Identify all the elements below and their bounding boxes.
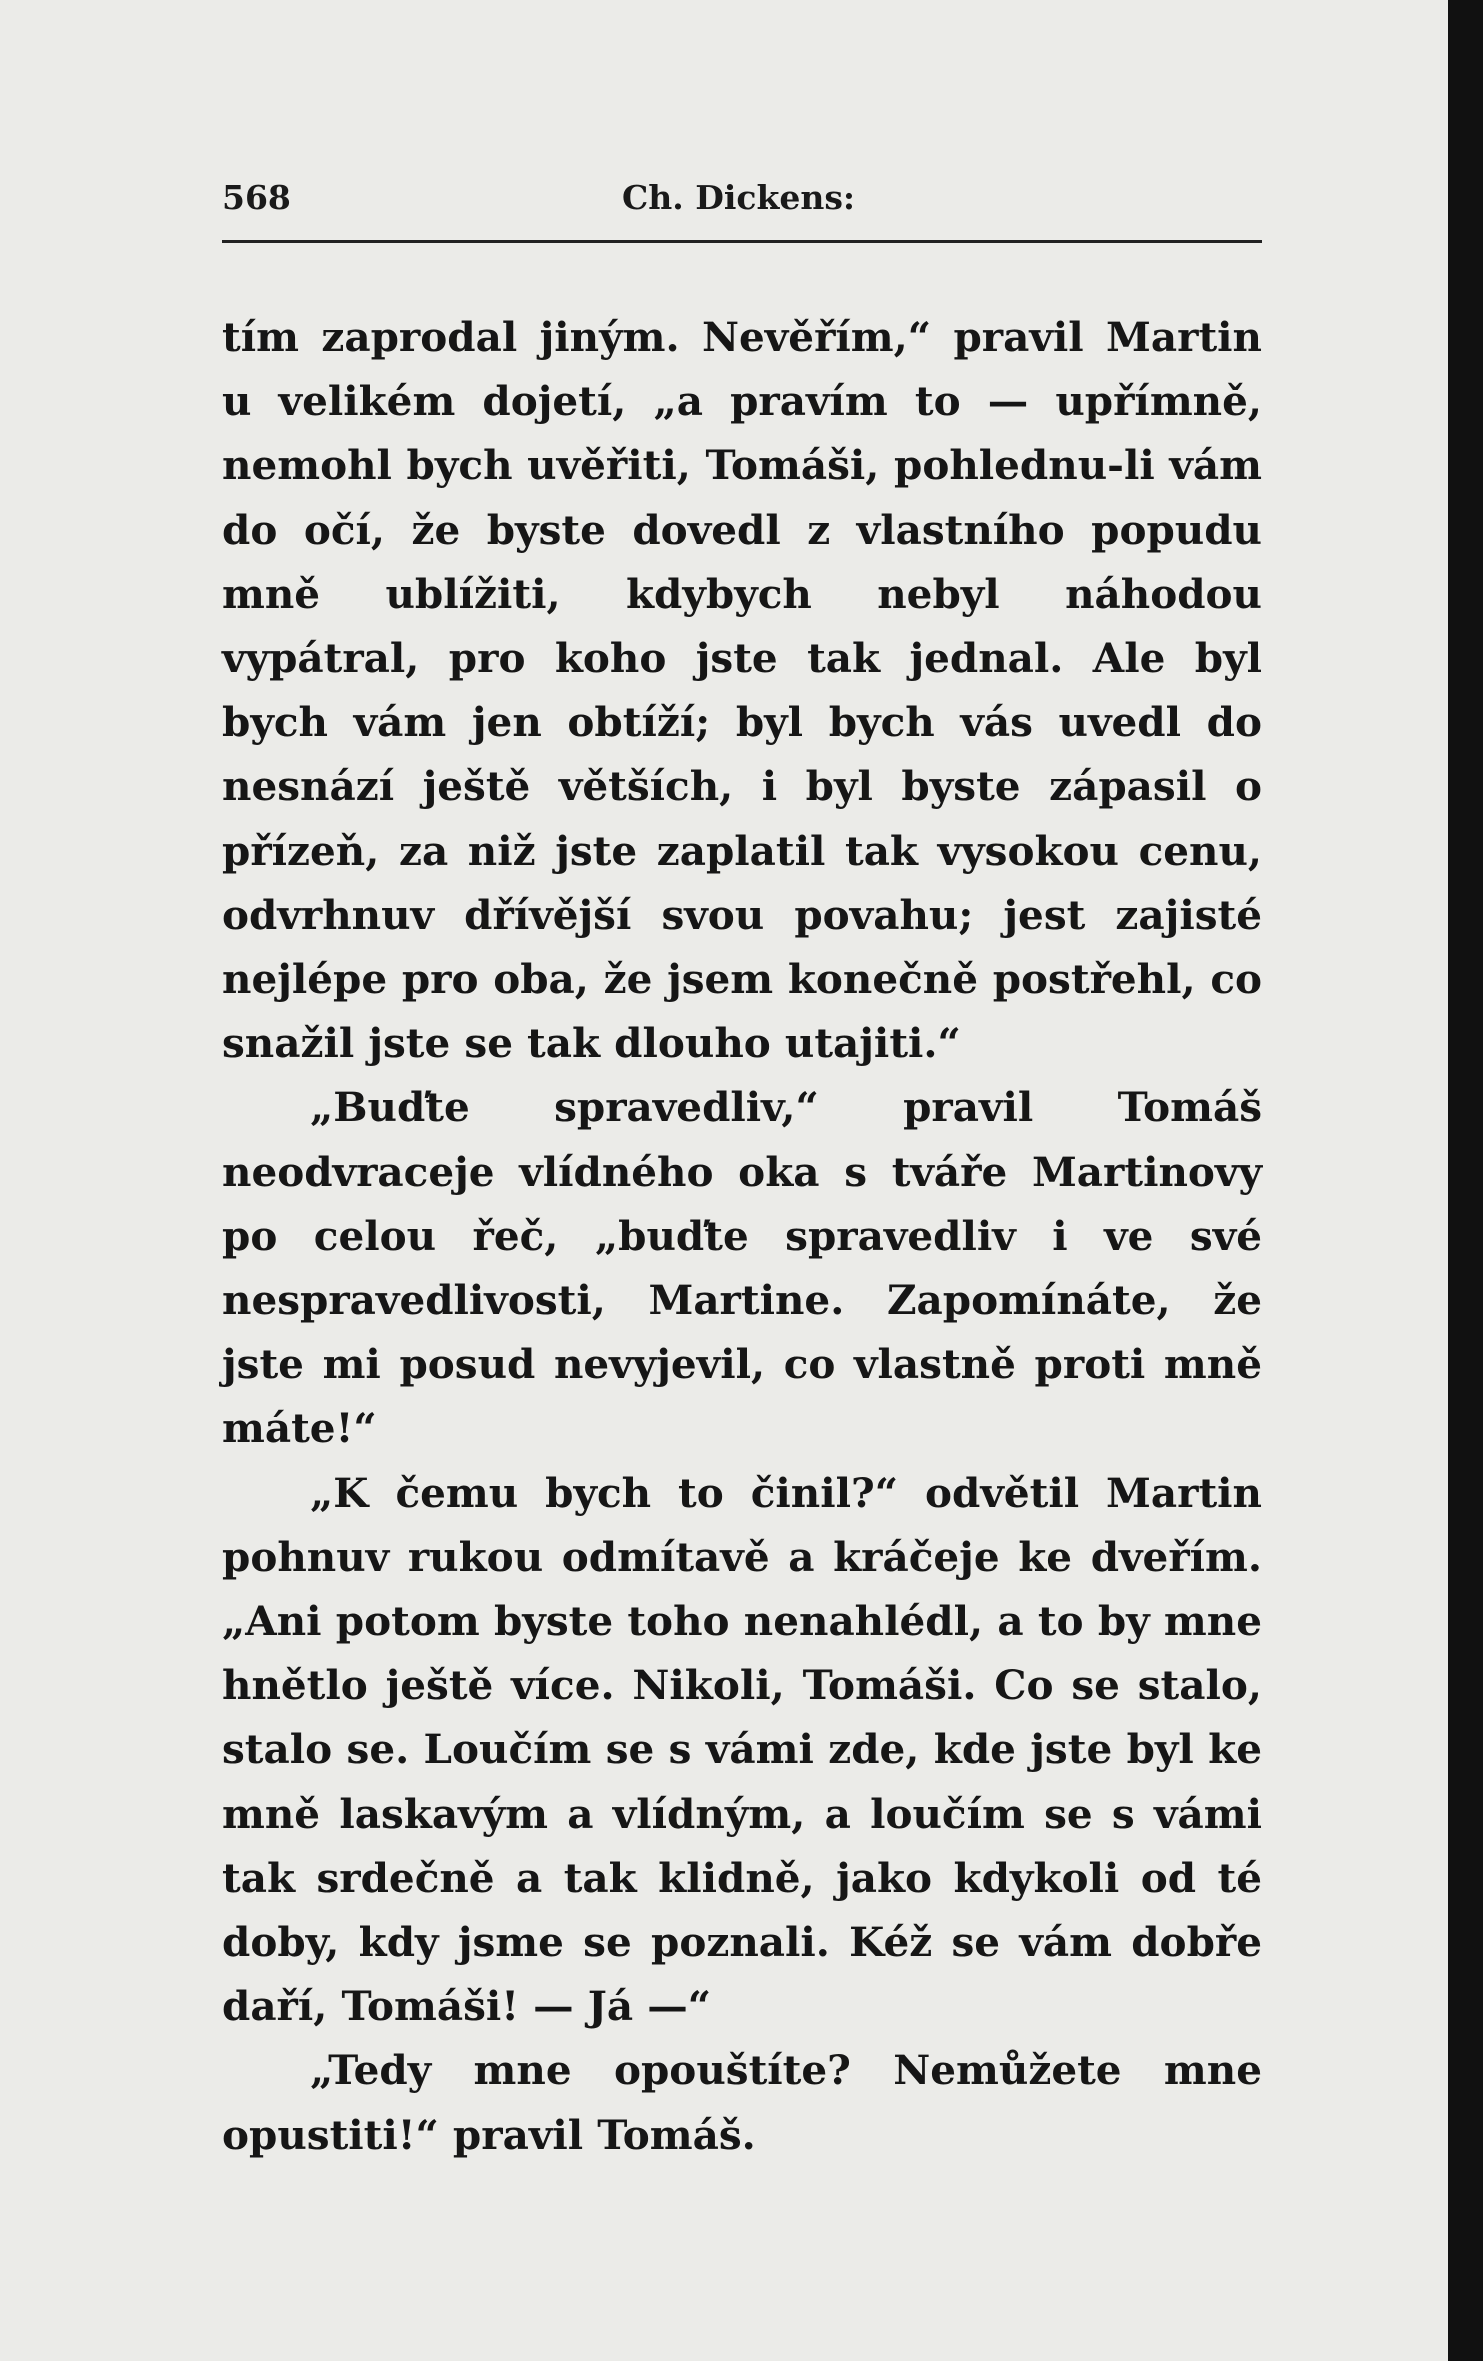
page-header (222, 178, 1262, 224)
page-number: 568 (222, 178, 291, 217)
paragraph: „Tedy mne opouštíte? Nemůžete mne opustiti!“ pravil Tomáš. (222, 2046, 1262, 2159)
header-rule (222, 240, 1262, 243)
paragraph: tím zaprodal jiným. Nevěřím,“ pravil Martin u velikém dojetí, „a pravím to — upřímně, nemohl bych uvěřiti, Tomáši, pohlednu-li vám do očí, že byste dovedl z vlastního popudu mně ublížiti, kdybych nebyl náhodou vypátral, pro koho jste tak jednal. Ale byl bych vám jen obtíží; byl bych vás uvedl do nesnází ještě větších, i byl byste zápasil o přízeň, za niž jste zaplatil tak vysokou cenu, odvrhnuv dřívější svou povahu; jest zajisté nejlépe pro oba, že jsem konečně postřehl, co snažil jste se tak dlouho utajiti.“ (222, 313, 1262, 1068)
running-head: Ch. Dickens: (622, 178, 856, 217)
scan-edge (1448, 0, 1483, 2361)
body-text (222, 305, 1262, 2167)
paragraph: „Buďte spravedliv,“ pravil Tomáš neodvraceje vlídného oka s tváře Martinovy po celou řeč, „buďte spravedliv i ve své nespravedlivosti, Martine. Zapomínáte, že jste mi posud nevyjevil, co vlastně proti mně máte!“ (222, 1083, 1262, 1453)
paragraph: „K čemu bych to činil?“ odvětil Martin pohnuv rukou odmítavě a kráčeje ke dveřím. „Ani potom byste toho nenahlédl, a to by mne hnětlo ještě více. Nikoli, Tomáši. Co se stalo, stalo se. Loučím se s vámi zde, kde jste byl ke mně laskavým a vlídným, a loučím se s vámi tak srdečně a tak klidně, jako kdykoli od té doby, kdy jsme se poznali. Kéž se vám dobře daří, Tomáši! — Já —“ (222, 1468, 1262, 2031)
